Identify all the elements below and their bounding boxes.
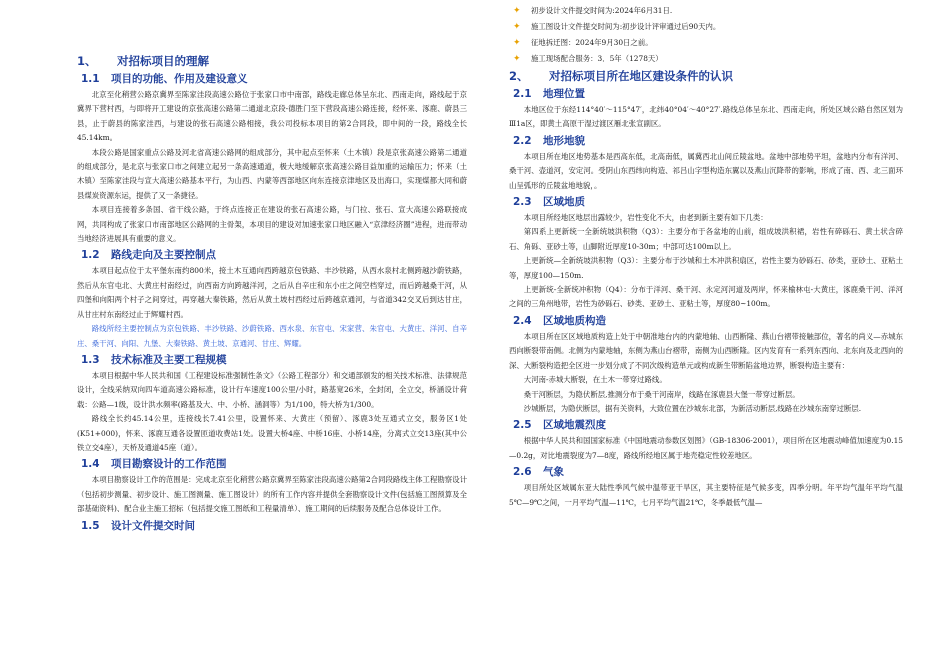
submission-list — [509, 3, 903, 67]
paragraph: 上更新统-全新统冲积物（Q4）：分布于洋河、桑干河、永定河河道及两岸，怀来榆林屯-大黄庄，涿鹿桑干河、洋河之间的三角州地带，岩性为砂砾石、砂类、亚砂土、亚粘土等，厚度80~100m。 — [509, 285, 903, 309]
bullet-icon: ✦ — [513, 38, 521, 48]
right-column — [509, 6, 903, 510]
subsection-heading-2-6: 2.6 气象 — [513, 466, 564, 479]
list-item: ✦ 施工图设计文件提交时间为:初步设计评审通过后90天内。 — [509, 19, 903, 35]
paragraph: 路线全长约45.14公里，连接线长7.41公里，设置怀来、大黄庄（预留）、涿鹿3处互通式立交，服务区1处(K51+000)，怀来、涿鹿互通各设置匝道收费站1处。设置大桥4座、中桥16座、小桥14座，分离式立交13座(其中公铁立交4座），天桥及通道45座（道）。 — [77, 414, 467, 452]
paragraph: 大河南-赤城大断裂，在土木一带穿过路线。 — [523, 375, 667, 385]
subsection-heading-2-2: 2.2 地形地貌 — [513, 134, 585, 147]
subsection-heading-2-4: 2.4 区域地质构造 — [513, 314, 606, 327]
subsection-heading-1-4: 1.4 项目勘察设计的工作范围 — [81, 458, 227, 471]
subsection-heading-1-1: 1.1 项目的功能、作用及建设意义 — [81, 73, 248, 85]
paragraph: 北京至化稍营公路京冀界至陈家洼段高速公路位于张家口市中南部，路线走廊总体呈东北、西南走向，路线起于京冀界下营村西，与即将开工建设的京张高速公路第二通道北京段-德胜门至下营段高速公路连接，经怀来、涿鹿、蔚县三县，止于蔚县的陈家洼西，与建设的张石高速公路相接，我公司投标本项目的第2合同段，即中间的一段，路线全长45.14km。 — [77, 90, 467, 143]
bullet-icon: ✦ — [513, 22, 521, 32]
paragraph: 本项目起点位于太平堡东南约800米，接土木互通向西跨越京包铁路、丰沙铁路，从西水泉村北侧跨越沙蔚铁路，然后从东官屯北、大黄庄村南经过，向西南方向跨越洋河，之后从自辛庄和东小庄之间空档穿过，而后跨越桑干河，从四堡和向阳两个村子之间穿过，再穿越大秦铁路，然后从黄土坡村西经过后跨越京通河，与省道342交叉后到达甘庄，从甘庄村东南经过止于辉耀村西。 — [77, 266, 467, 319]
list-item: ✦ 征地拆迁图：2024年9月30日之前。 — [509, 35, 903, 51]
paragraph: 本项目所在地区地势基本是西高东低，北高南低，属冀西北山间丘陵盆地。盆地中部地势平坦，盆地内分布有洋河、桑干河、壶道河，安定河。受阴山东西纬向构造、祁吕山字型构造东翼以及燕山沉降带的影响，形成了南、西、北三面环山呈弧形的丘陵盆地地貌，。 — [509, 151, 903, 190]
bullet-icon: ✦ — [513, 6, 521, 16]
subsection-heading-1-5: 1.5 设计文件提交时间 — [81, 519, 195, 532]
subsection-heading-1-2: 1.2 路线走向及主要控制点 — [81, 249, 216, 262]
left-column — [77, 52, 467, 535]
paragraph: 本项目根据中华人民共和国《工程建设标准强制性条文》（公路工程部分）和交通部颁发的相关技术标准、法律规范设计，全线采纳双向四车道高速公路标准，设计行车速度100公里/小时，路基宽26米，全封闭，全立交，桥涵设计荷载：公路—1级，设计洪水频率(路基及大、中、小桥、涵洞等）为1/100，特大桥为1/300。 — [77, 370, 467, 409]
subsection-heading-2-5: 2.5 区域地震烈度 — [513, 419, 606, 432]
paragraph: 本段公路是国家重点公路及河北省高速公路网的组成部分，其中起点至怀来（土木镇）段是京张高速公路第二通道的组成部分，是北京与张家口市之间建立起另一条高速通道，极大地缓解京张高速公路目益加重的运输压力；怀来（土木镇）至陈家洼段与宣大高速公路基本平行，为山西、内蒙等西部地区向东连接京津地区及出海口，实现煤都大同和蔚县煤炭资源东运，提供了又一条捷径。 — [77, 147, 467, 200]
paragraph: 上更新统—全新统坡洪积物（Q3）：主要分布于沙城和土木冲洪积扇区，岩性主要为砂砾石、砂类，亚砂土、亚粘土等，厚度100—150m. — [509, 256, 903, 280]
paragraph: 沙城断层，为隐伏断层，据有关资料，大致位置在沙城东北部，为新活动断层,线路在沙城东南穿过断层. — [523, 403, 862, 413]
paragraph: 本项目所经地区地层出露较少，岩性变化不大，由老到新主要有如下几类： — [523, 213, 768, 223]
subsection-heading-2-3: 2.3 区域地质 — [513, 196, 585, 209]
section-heading-1: 1、 对招标项目的理解 — [77, 54, 209, 68]
paragraph: 本项目连接着多条国、省干线公路，于终点连接正在建设的张石高速公路，与门拉、张石、宣大高速公路联接成网，共同构成了张家口市南部地区公路网的主骨架，本项目的建设对加速张家口地区融入“京津经济圈”进程，进而带动当地经济进展具有重要的意义。 — [77, 205, 467, 244]
section-heading-2: 2、 对招标项目所在地区建设条件的认识 — [509, 69, 733, 83]
control-points-paragraph: 路线所经主要控制点为京包铁路、丰沙铁路、沙蔚铁路、西水泉、东官屯、宋家营、朱官屯、大黄庄、洋河、自辛庄、桑干河、向阳、九堡、大秦铁路、黄土坡、京通河、甘庄、辉耀。 — [77, 324, 467, 348]
subsection-heading-1-3: 1.3 技术标准及主要工程规模 — [81, 353, 227, 366]
paragraph: 项目所处区域属东亚大陆性季风气候中温带亚干旱区，其主要特征是气候多变，四季分明。年平均气温年平均气温5℃—9℃之间，一月平均气温—11℃，七月平均气温21℃，冬季最低气温— — [509, 483, 903, 507]
subsection-heading-2-1: 2.1 地理位置 — [513, 88, 585, 100]
paragraph: 桑干河断层，为隐伏断层,推测分布于桑干河南岸，线路在涿鹿县大堡一带穿过断层。 — [523, 389, 800, 399]
paragraph: 第四系上更新统一全新统坡洪积物（Q3）：主要分布于各盆地的山前，组成坡洪积裙，岩性有碎砾石、黄土状含碎石、角砾、亚砂土等，山脚附近厚度10-30m；中部可达100m以上。 — [509, 227, 903, 251]
paragraph: 本项目所在区区域地质构造上处于中朝准地台内的内蒙地轴、山西断隆、燕山台褶带接触部位，著名的尚义—赤城东西向断裂带南侧。北侧为内蒙地轴，东侧为燕山台褶带，南侧为山西断隆。区内发育有一系列东西向、北东向及北西向的深、大断裂构造把全区进一步划分成了不同次级构造单元或构成新生带断陷盆地边界，断裂构造主要有： — [509, 331, 903, 370]
list-item: ✦ 施工现场配合服务：3．5年（1278天） — [509, 51, 903, 67]
list-item: ✦ 初步设计文件提交时间为:2024年6月31日. — [509, 3, 903, 19]
bullet-icon: ✦ — [513, 54, 521, 64]
paragraph: 根据中华人民共和国国家标准《中国地震动参数区划图》（GB-18306-2001），项目所在区地震动峰值加速度为0.15—0.2g，对比地震裂度为7—8度，路线所经地区属于地壳稳定性较差地区。 — [509, 436, 903, 460]
paragraph: 本项目勘察设计工作的范围是：完成北京至化稍营公路京冀界至陈家洼段高速公路第2合同段路线主体工程勘察设计（包括初步测量、初步设计、施工图测量、施工图设计）的所有工作内容并提供全套勘察设计文件(包括施工图预算及全部基础资料)、配合业主施工招标（包括提交施工图纸和工程量清单）、施工期间的后续服务及配合总体设计工作。 — [77, 475, 467, 514]
paragraph: 本地区位于东经114°40′～115°47′，北纬40°04′～40°27′.路线总体呈东北、西南走向，所处区域公路自然区划为Ⅲ1a区，即黄土高原干湿过渡区雁北张宣副区。 — [509, 105, 903, 129]
